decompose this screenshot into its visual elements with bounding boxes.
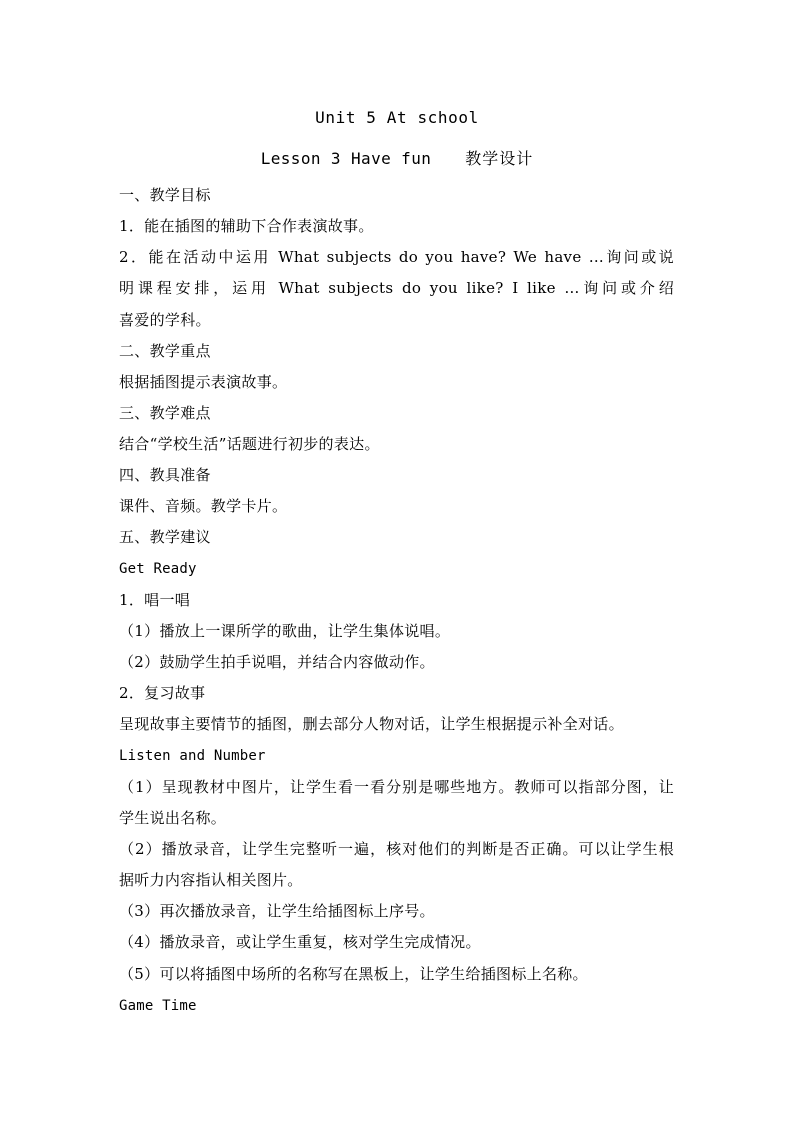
lesson-title — [0, 149, 794, 169]
activity-heading-game-time: Game Time — [119, 998, 197, 1014]
objective-1: 1．能在插图的辅助下合作表演故事。 — [119, 217, 374, 235]
lesson-title-cn: 教学设计 — [465, 149, 534, 168]
section-heading-materials: 四、教具准备 — [119, 466, 211, 484]
step-sing-1: （1）播放上一课所学的歌曲，让学生集体说唱。 — [119, 622, 451, 640]
listen-step-4: （4）播放录音，或让学生重复，核对学生完成情况。 — [119, 933, 481, 951]
listen-step-1-line-2: 学生说出名称。 — [119, 809, 227, 827]
review-story-text: 呈现故事主要情节的插图，删去部分人物对话，让学生根据提示补全对话。 — [119, 715, 624, 733]
listen-step-3: （3）再次播放录音，让学生给插图标上序号。 — [119, 902, 435, 920]
section-heading-difficulties: 三、教学难点 — [119, 404, 211, 422]
unit-title: Unit 5 At school — [315, 108, 479, 127]
section-heading-suggestions: 五、教学建议 — [119, 528, 211, 546]
section-heading-objectives: 一、教学目标 — [119, 186, 211, 204]
step-sing: 1．唱一唱 — [119, 591, 191, 609]
lesson-title-en: Lesson 3 Have fun — [260, 149, 432, 168]
difficulties-text: 结合“学校生活”话题进行初步的表达。 — [119, 435, 380, 453]
step-sing-2: （2）鼓励学生拍手说唱，并结合内容做动作。 — [119, 653, 435, 671]
activity-heading-listen-number: Listen and Number — [119, 748, 266, 764]
step-review-story: 2．复习故事 — [119, 684, 206, 702]
materials-text: 课件、音频。教学卡片。 — [119, 497, 288, 515]
listen-step-1-line-1: （1）呈现教材中图片，让学生看一看分别是哪些地方。教师可以指部分图，让 — [119, 778, 674, 796]
listen-step-2-line-1: （2）播放录音，让学生完整听一遍，核对他们的判断是否正确。可以让学生根 — [119, 840, 674, 858]
listen-step-5: （5）可以将插图中场所的名称写在黑板上，让学生给插图标上名称。 — [119, 965, 588, 983]
section-heading-key-points: 二、教学重点 — [119, 342, 211, 360]
objective-2-line-2: 明课程安排，运用 What subjects do you like? I like …询问或介绍 — [119, 279, 674, 297]
objective-2-line-3: 喜爱的学科。 — [119, 311, 211, 329]
objective-2-line-1: 2．能在活动中运用 What subjects do you have? We have …询问或说 — [119, 248, 674, 266]
listen-step-2-line-2: 据听力内容指认相关图片。 — [119, 871, 303, 889]
key-points-text: 根据插图提示表演故事。 — [119, 373, 288, 391]
activity-heading-get-ready: Get Ready — [119, 561, 197, 577]
